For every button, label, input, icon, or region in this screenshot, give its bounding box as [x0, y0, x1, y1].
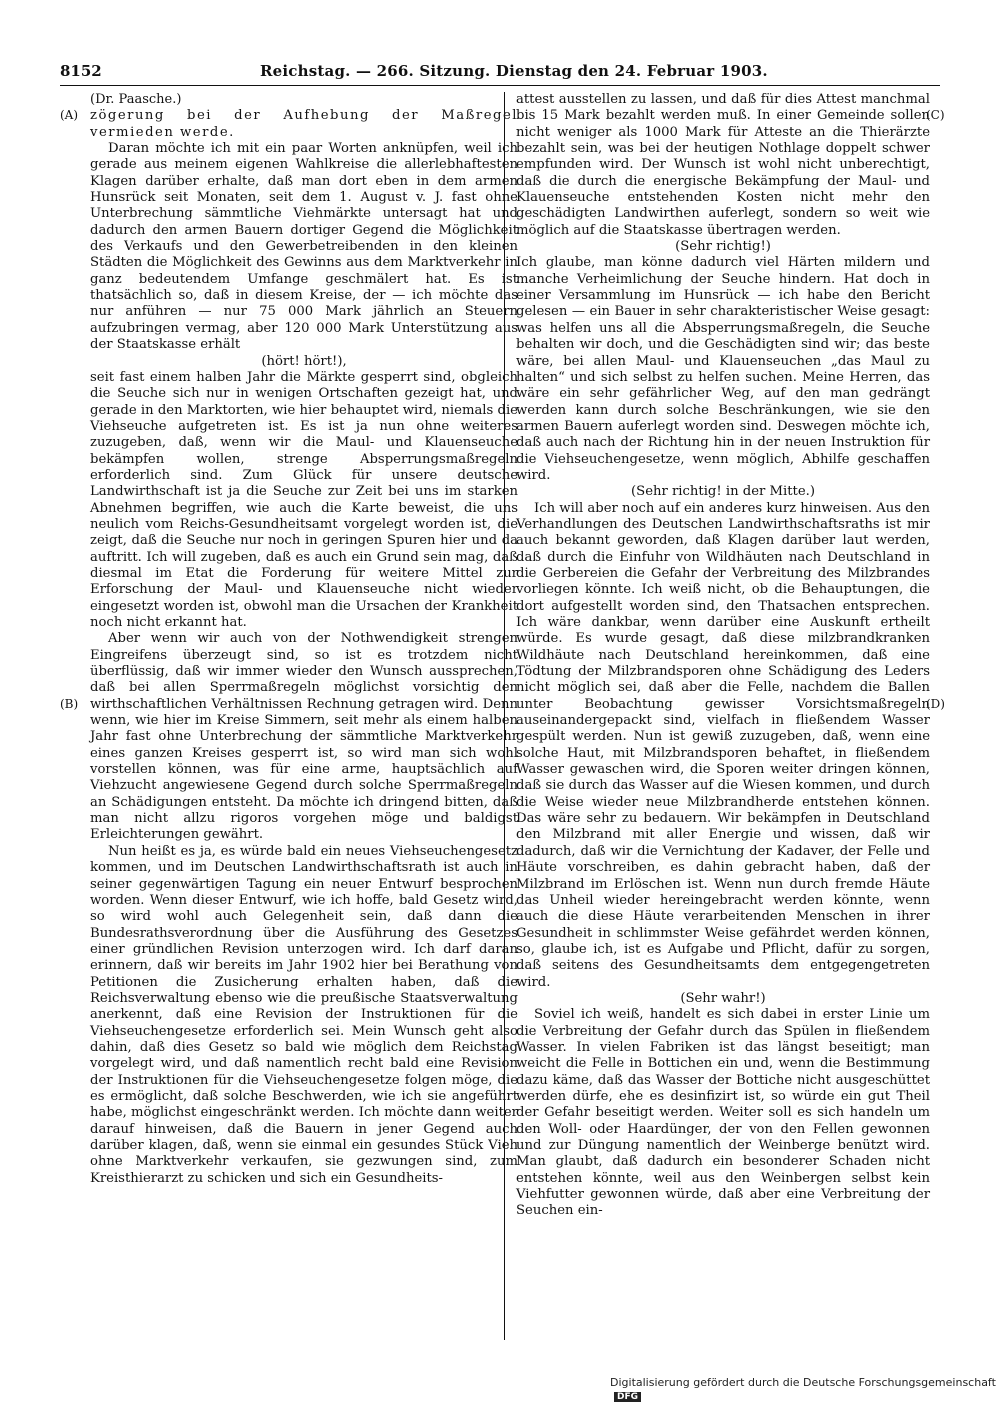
right-paragraph-4: Soviel ich weiß, handelt es sich dabei in erster Linie um die Verbreitung der Gefahr durch das Spülen in fließendem Wasser. In vielen Fabriken ist das längst beseitigt; man weicht die Felle in Bottichen ein und, wenn die Bestimmung dazu käme, daß das Wasser der Bottiche nicht ausgeschüttet werden dürfe, ehe es desinfizirt ist, so würde ein gut Theil der Gefahr beseitigt werden. Weiter soll es sich handeln um den Woll- oder Haardünger, der von den Fellen gewonnen und zur Düngung namentlich der Weinberge benützt wird. Man glaubt, daß dadurch ein besonderer Schaden nicht entstehen könnte, weil aus den Weinbergen selbst kein Viehfutter gewonnen würde, daß aber eine Verbreitung der Seuchen ein- [516, 1007, 930, 1219]
right-paragraph-3: Ich will aber noch auf ein anderes kurz hinweisen. Aus den Verhandlungen des Deutschen Landwirthschaftsraths ist mir auch bekannt geworden, daß Klagen darüber laut werden, daß durch die Einfuhr von Wildhäuten nach Deutschland in die Gerbereien die Gefahr der Verbreitung des Milzbrandes vorliegen könnte. Ich weiß nicht, ob die Behauptungen, die dort aufgestellt worden sind, den Thatsachen entsprechen. Ich wäre dankbar, wenn darüber eine Auskunft ertheilt würde. Es wurde gesagt, daß diese milzbrandkranken Wildhäute nach Deutschland hereinkommen, daß eine Tödtung der Milzbrandsporen ohne Schädigung des Leders nicht möglich sei, daß aber die Felle, nachdem die Ballen unter Beobachtung gewisser Vorsichtsmaßregeln auseinandergepackt sind, vielfach in fließendem Wasser gespült werden. Nun ist gewiß zuzugeben, daß, wenn eine solche Haut, mit Milzbrandsporen behaftet, in fließendem Wasser gewaschen wird, die Sporen weiter dringen können, daß sie durch das Wasser auf die Wiesen kommen, und durch die Weise wieder neue Milzbrandherde entstehen können. Das wäre sehr zu bedauern. Wir bekämpfen in Deutschland den Milzbrand mit aller Energie und wissen, daß wir dadurch, daß wir die Vernichtung der Kadaver, der Felle und Häute vorschreiben, es dahin gebracht haben, daß der Milzbrand im Erlöschen ist. Wenn nun durch fremde Häute das Unheil wieder hereingebracht werden könnte, wenn auch die diese Häute verarbeitenden Menschen in ihrer Gesundheit in schlimmster Weise gefährdet werden können, so, glaube ich, ist es Aufgabe und Pflicht, dafür zu sorgen, daß seitens des Gesundheitsamts dem entgegengetreten wird. [516, 500, 930, 990]
left-paragraph-4: Aber wenn wir auch von der Nothwendigkeit strengen Eingreifens überzeugt sind, so ist es trotzdem nicht überflüssig, daß wir immer wieder den Wunsch aussprechen, daß bei allen Sperrmaßregeln möglichst vorsichtig den wirthschaftlichen Verhältnissen Rechnung getragen wird. Denn wenn, wie hier im Kreise Simmern, seit mehr als einem halben Jahr fast ohne Unterbrechung der sämmtliche Marktverkehr eines ganzen Kreises gesperrt ist, so wird man sich wohl vorstellen können, was für eine arme, hauptsächlich auf Viehzucht angewiesene Gegend durch solche Sperrmaßregeln an Schädigungen entsteht. Da möchte ich dringend bitten, daß man nicht allzu rigoros vorgehen möge und baldigst Erleichterungen gewährt. [90, 631, 518, 843]
margin-marker-c: (C) [926, 108, 945, 122]
footer-text: Digitalisierung gefördert durch die Deutsche Forschungsgemeinschaft [610, 1376, 996, 1389]
right-paragraph-1: attest ausstellen zu lassen, und daß für dies Attest manchmal bis 15 Mark bezahlt werden muß. In einer Gemeinde sollen nicht weniger als 1000 Mark für Atteste an die Thierärzte bezahlt sein, was bei der heutigen Nothlage doppelt schwer empfunden wird. Der Wunsch ist wohl nicht unberechtigt, daß die durch die energische Bekämpfung der Maul- und Klauenseuche entstehenden Kosten nicht mehr den geschädigten Landwirthen auferlegt, sondern so weit wie möglich auf die Staatskasse übertragen werden. [516, 92, 930, 238]
interjection: (Sehr richtig! in der Mitte.) [631, 484, 815, 500]
interjection: (Sehr richtig!) [675, 239, 771, 255]
right-column [516, 92, 930, 1220]
left-paragraph-2: Daran möchte ich mit ein paar Worten anknüpfen, weil ich gerade aus meinem eigenen Wahlkreise die allerlebhaftesten Klagen darüber erhalte, daß man dort eben in dem armen Hunsrück seit Monaten, seit dem 1. August v. J. fast ohne Unterbrechung sämmtliche Viehmärkte untersagt hat und dadurch den armen Bauern dortiger Gegend die Möglichkeit des Verkaufs und den Gewerbetreibenden in den kleinen Städten die Möglichkeit des Gewinns aus dem Marktverkehr in ganz bedeutendem Umfange geschmälert hat. Es ist thatsächlich so, daß in diesem Kreise, der — ich möchte das nur anführen — nur 75 000 Mark jährlich an Steuern aufzubringen vermag, aber 120 000 Mark Unterstützung aus der Staatskasse erhält [90, 141, 518, 353]
interjection: (Sehr wahr!) [680, 990, 766, 1006]
margin-marker-a: (A) [60, 108, 79, 122]
margin-marker-b: (B) [60, 697, 79, 711]
interjection: (hört! hört!), [261, 353, 347, 369]
speaker-name: (Dr. Paasche.) [90, 92, 182, 107]
footer-credit [610, 1376, 1000, 1402]
column-divider [504, 92, 505, 1340]
left-paragraph-5: Nun heißt es ja, es würde bald ein neues Viehseuchengesetz kommen, und im Deutschen Landwirthschaftsrath ist auch in seiner gegenwärtigen Tagung ein neuer Entwurf besprochen worden. Wenn dieser Entwurf, wie ich hoffe, bald Gesetz wird, so wird wohl auch Gelegenheit sein, daß dann die Bundesrathsverordnung über die Ausführung des Gesetzes einer gründlichen Revision unterzogen wird. Ich darf daran erinnern, daß wir bereits im Jahr 1902 hier bei Berathung von Petitionen die Zusicherung erhalten haben, daß die Reichsverwaltung ebenso wie die preußische Staatsverwaltung anerkennt, daß eine Revision der Instruktionen für die Viehseuchengesetze erforderlich sei. Mein Wunsch geht also dahin, daß dies Gesetz so bald wie möglich dem Reichstag vorgelegt wird, und daß namentlich recht bald eine Revision der Instruktionen für die Viehseuchengesetze folgen möge, die es ermöglicht, daß solche Beschwerden, wie ich sie angeführt habe, möglichst eingeschränkt werden. Ich möchte dann weiter darauf hinweisen, daß die Bauern in jener Gegend auch darüber klagen, daß, wenn sie einmal ein gesundes Stück Vieh ohne Marktverkehr verkaufen, sie gezwungen sind, zum Kreisthierarzt zu schicken und sich ein Gesundheits- [90, 843, 518, 1186]
right-paragraph-2: Ich glaube, man könne dadurch viel Härten mildern und manche Verheimlichung der Seuche hindern. Hat doch in einer Versammlung im Hunsrück — ich habe den Bericht gelesen — ein Bauer in sehr charakteristischer Weise gesagt: was helfen uns all die Absperrungsmaßregeln, die Seuche behalten wir doch, und die Geschädigten sind wir; das beste wäre, bei allen Maul- und Klauenseuchen „das Maul zu halten“ und sich selbst zu helfen suchen. Meine Herren, das wäre ein sehr gefährlicher Weg, auf den man gedrängt werden kann durch solche Beschränkungen, wie sie den armen Bauern auferlegt worden sind. Deswegen möchte ich, daß auch nach der Richtung hin in der neuen Instruktion für die Viehseuchengesetze, wenn möglich, Abhilfe geschaffen wird. [516, 255, 930, 483]
margin-marker-d: (D) [926, 697, 945, 711]
document-page [60, 0, 945, 1360]
page-number: 8152 [60, 62, 102, 80]
left-paragraph-3: seit fast einem halben Jahr die Märkte gesperrt sind, obgleich die Seuche sich nur in wenigen Ortschaften gezeigt hat, und gerade in den Marktorten, wie hier behauptet wird, niemals die Viehseuche aufgetreten ist. Es ist ja nun ohne weiteres zuzugeben, daß, wenn wir die Maul- und Klauenseuche bekämpfen wollen, strenge Absperrungsmaßregeln erforderlich sind. Zum Glück für unsere deutsche Landwirthschaft ist ja die Seuche zur Zeit bei uns im starken Abnehmen begriffen, wie auch die Karte beweist, die uns neulich vom Reichs-Gesundheitsamt vorgelegt worden ist, die zeigt, daß die Seuche nur noch in geringen Spuren hier und da auftritt. Ich will zugeben, daß es auch ein Grund sein mag, daß diesmal im Etat die Forderung für weitere Mittel zur Erforschung der Maul- und Klauenseuche nicht wieder eingesetzt worden ist, obwohl man die Ursachen der Krankheit noch nicht erkannt hat. [90, 369, 518, 630]
header-rule [60, 85, 940, 86]
running-title: Reichstag. — 266. Sitzung. Dienstag den 24. Februar 1903. [260, 62, 768, 80]
dfg-logo: DFG [614, 1392, 641, 1402]
left-column [90, 92, 518, 1187]
page-header [60, 62, 940, 84]
left-paragraph-1: zögerung bei der Aufhebung der Maßregel vermieden werde. [90, 108, 518, 140]
